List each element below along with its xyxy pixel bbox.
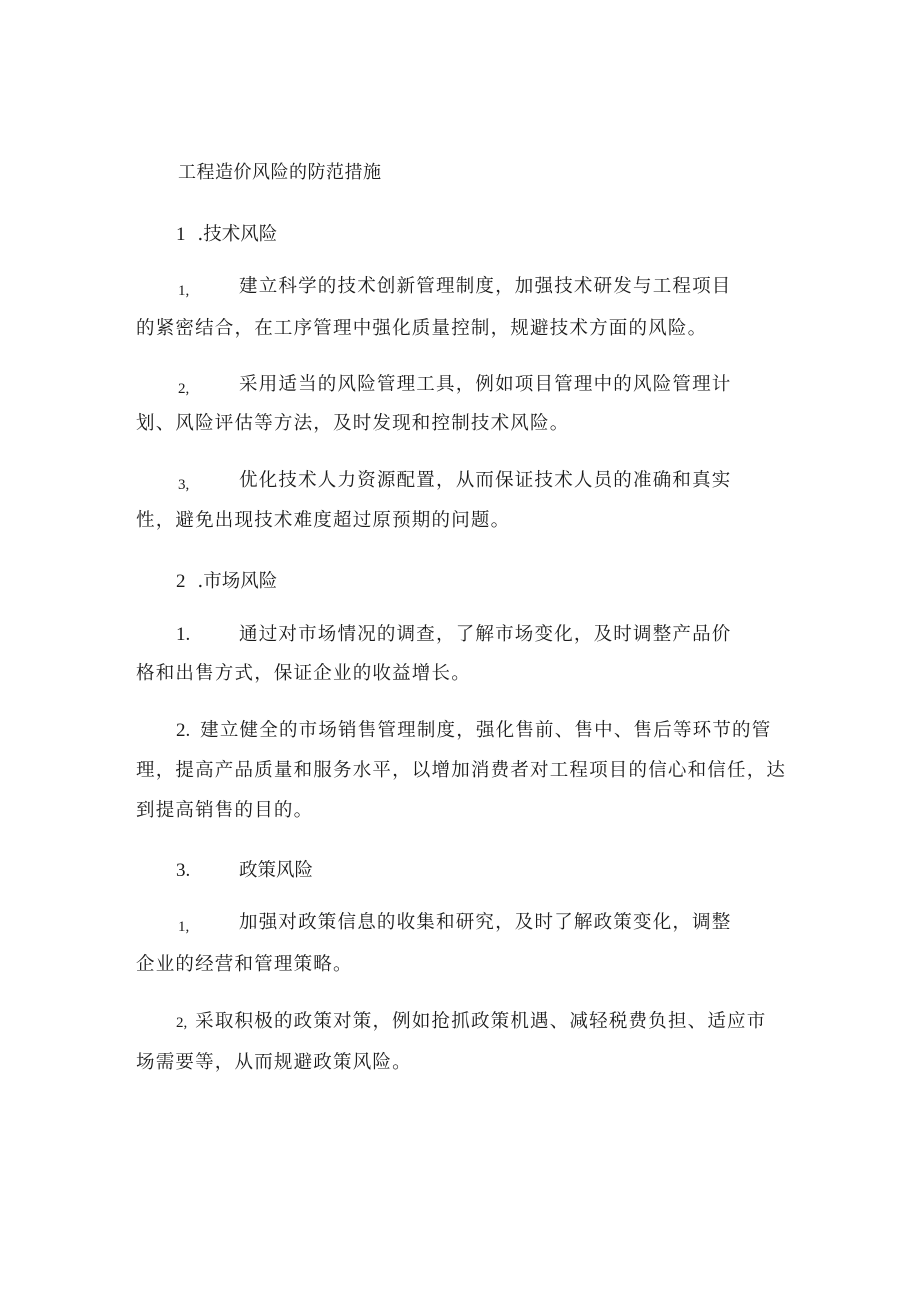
paragraph-line: 划、风险评估等方法，及时发现和控制技术风险。 bbox=[136, 413, 570, 434]
paragraph-line: 加强对政策信息的收集和研究，及时了解政策变化，调整 bbox=[239, 912, 732, 933]
section-title: .技术风险 bbox=[197, 224, 278, 245]
paragraph-line bbox=[176, 718, 771, 744]
section-title: 政策风险 bbox=[239, 860, 314, 881]
paragraph-line: 格和出售方式，保证企业的收益增长。 bbox=[136, 663, 471, 684]
paragraph-line: 性，避免出现技术难度超过原预期的问题。 bbox=[136, 510, 511, 531]
item-marker: 2, bbox=[178, 381, 190, 397]
section-number: 3. bbox=[176, 860, 191, 881]
paragraph-line: 通过对市场情况的调查，了解市场变化，及时调整产品价 bbox=[239, 624, 732, 645]
section-heading bbox=[176, 222, 277, 248]
item-marker: 1. bbox=[176, 624, 191, 645]
section-number: 2 bbox=[176, 571, 186, 592]
item-marker: 3, bbox=[178, 477, 190, 493]
section-title: .市场风险 bbox=[197, 571, 278, 592]
item-marker: 1, bbox=[178, 283, 190, 299]
section-number: 1 bbox=[176, 224, 186, 245]
item-marker: 1, bbox=[178, 919, 190, 935]
paragraph-text: 建立健全的市场销售管理制度，强化售前、售中、售后等环节的管 bbox=[200, 720, 772, 741]
paragraph-line: 理，提高产品质量和服务水平，以增加消费者对工程项目的信心和信任，达 bbox=[136, 760, 787, 781]
paragraph-text: 采取积极的政策对策，例如抢抓政策机遇、减轻税费负担、适应市 bbox=[195, 1011, 767, 1032]
item-marker: 2. bbox=[176, 720, 191, 741]
paragraph-line: 企业的经营和管理策略。 bbox=[136, 954, 353, 975]
paragraph-line: 场需要等，从而规避政策风险。 bbox=[136, 1052, 412, 1073]
paragraph-line: 建立科学的技术创新管理制度，加强技术研发与工程项目 bbox=[239, 276, 732, 297]
paragraph-line: 到提高销售的目的。 bbox=[136, 800, 314, 821]
section-heading bbox=[176, 569, 277, 595]
paragraph-line bbox=[176, 1009, 766, 1036]
paragraph-line: 的紧密结合，在工序管理中强化质量控制，规避技术方面的风险。 bbox=[136, 318, 708, 339]
item-marker: 2, bbox=[176, 1015, 188, 1031]
paragraph-line: 采用适当的风险管理工具，例如项目管理中的风险管理计 bbox=[239, 374, 732, 395]
paragraph-line: 优化技术人力资源配置，从而保证技术人员的准确和真实 bbox=[239, 470, 732, 491]
document-title: 工程造价风险的防范措施 bbox=[178, 162, 382, 183]
